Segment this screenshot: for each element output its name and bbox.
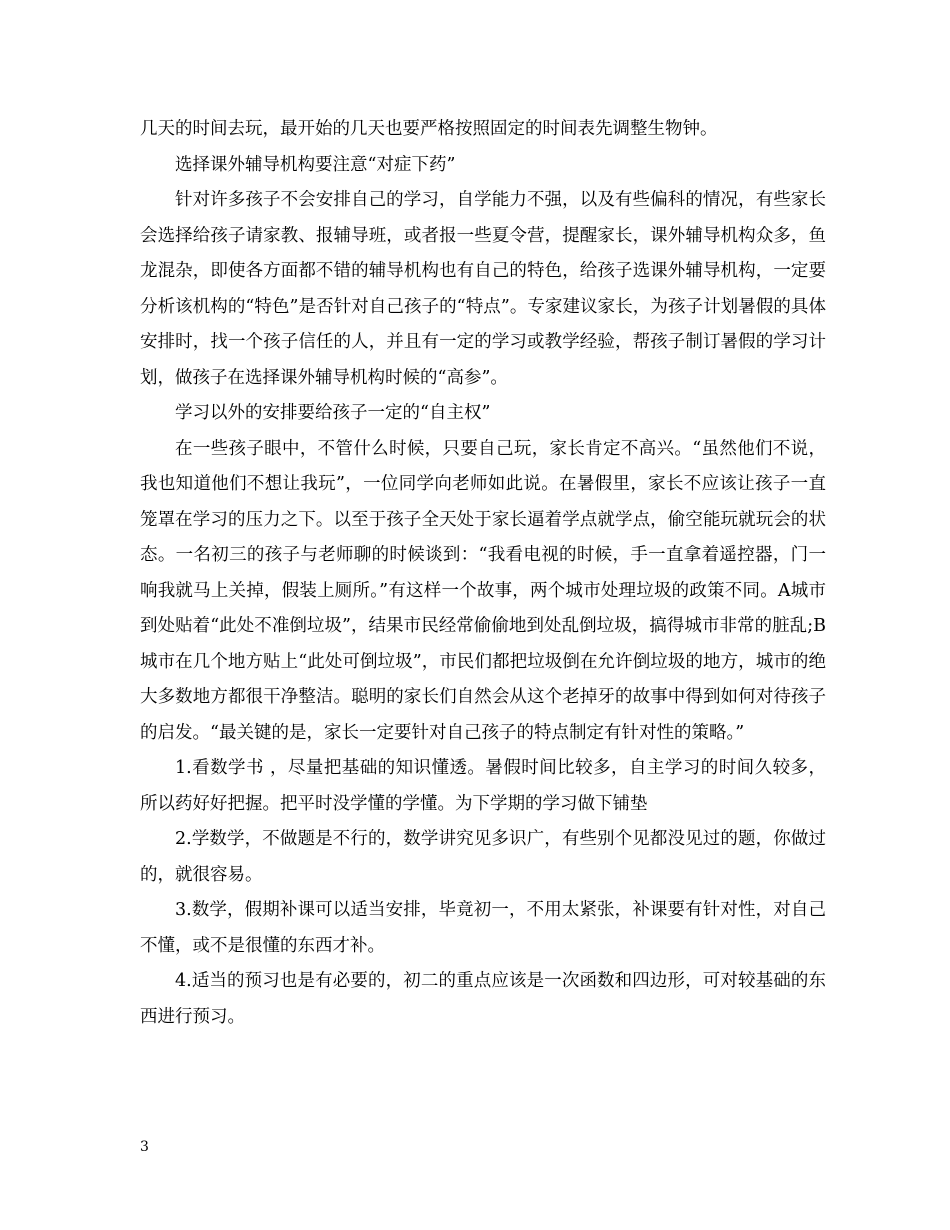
paragraph-tutoring: 针对许多孩子不会安排自己的学习，自学能力不强，以及有些偏科的情况，有些家长会选择给孩子请家教、报辅导班，或者报一些夏令营，提醒家长，课外辅导机构众多，鱼龙混杂，即使各方面都不错的辅导机构也有自己的特色，给孩子选课外辅导机构，一定要分析该机构的“特色”是否针对自己孩子的“特点”。专家建议家长，为孩子计划暑假的具体安排时，找一个孩子信任的人，并且有一定的学习或教学经验，帮孩子制订暑假的学习计划，做孩子在选择课外辅导机构时候的“高参”。 (140, 190, 826, 388)
paragraph-continuation: 几天的时间去玩，最开始的几天也要严格按照固定的时间表先调整生物钟。 (140, 119, 718, 139)
document-body (140, 112, 826, 1035)
section-heading-tutoring: 选择课外辅导机构要注意“对症下药” (175, 154, 456, 175)
list-item-4: 4.适当的预习也是有必要的，初二的重点应该是一次函数和四边形，可对较基础的东西进行预习。 (140, 971, 826, 1027)
list-item-2: 2.学数学，不做题是不行的，数学讲究见多识广，有些别个见都没见过的题，你做过的，就很容易。 (140, 829, 826, 885)
page-number: 3 (140, 1139, 149, 1155)
section-heading-autonomy: 学习以外的安排要给孩子一定的“自主权” (175, 403, 491, 423)
list-item-1: 1.看数学书 ，尽量把基础的知识懂透。暑假时间比较多，自主学习的时间久较多，所以药好好把握。把平时没学懂的学懂。为下学期的学习做下铺垫 (140, 758, 826, 814)
paragraph-autonomy: 在一些孩子眼中，不管什么时候，只要自己玩，家长肯定不高兴。“虽然他们不说，我也知道他们不想让我玩”，一位同学向老师如此说。在暑假里，家长不应该让孩子一直笼罩在学习的压力之下。以至于孩子全天处于家长逼着学点就学点，偷空能玩就玩会的状态。一名初三的孩子与老师聊的时候谈到：“我看电视的时候，手一直拿着遥控器，门一响我就马上关掉，假装上厕所。”有这样一个故事，两个城市处理垃圾的政策不同。A城市到处贴着“此处不准倒垃圾”，结果市民经常偷偷地到处乱倒垃圾，搞得城市非常的脏乱;B城市在几个地方贴上“此处可倒垃圾”，市民们都把垃圾倒在允许倒垃圾的地方，城市的绝大多数地方都很干净整洁。聪明的家长们自然会从这个老掉牙的故事中得到如何对待孩子的启发。“最关键的是，家长一定要针对自己孩子的特点制定有针对性的策略。” (140, 438, 826, 743)
list-item-3: 3.数学，假期补课可以适当安排，毕竟初一，不用太紧张，补课要有针对性，对自己不懂，或不是很懂的东西才补。 (140, 900, 826, 956)
